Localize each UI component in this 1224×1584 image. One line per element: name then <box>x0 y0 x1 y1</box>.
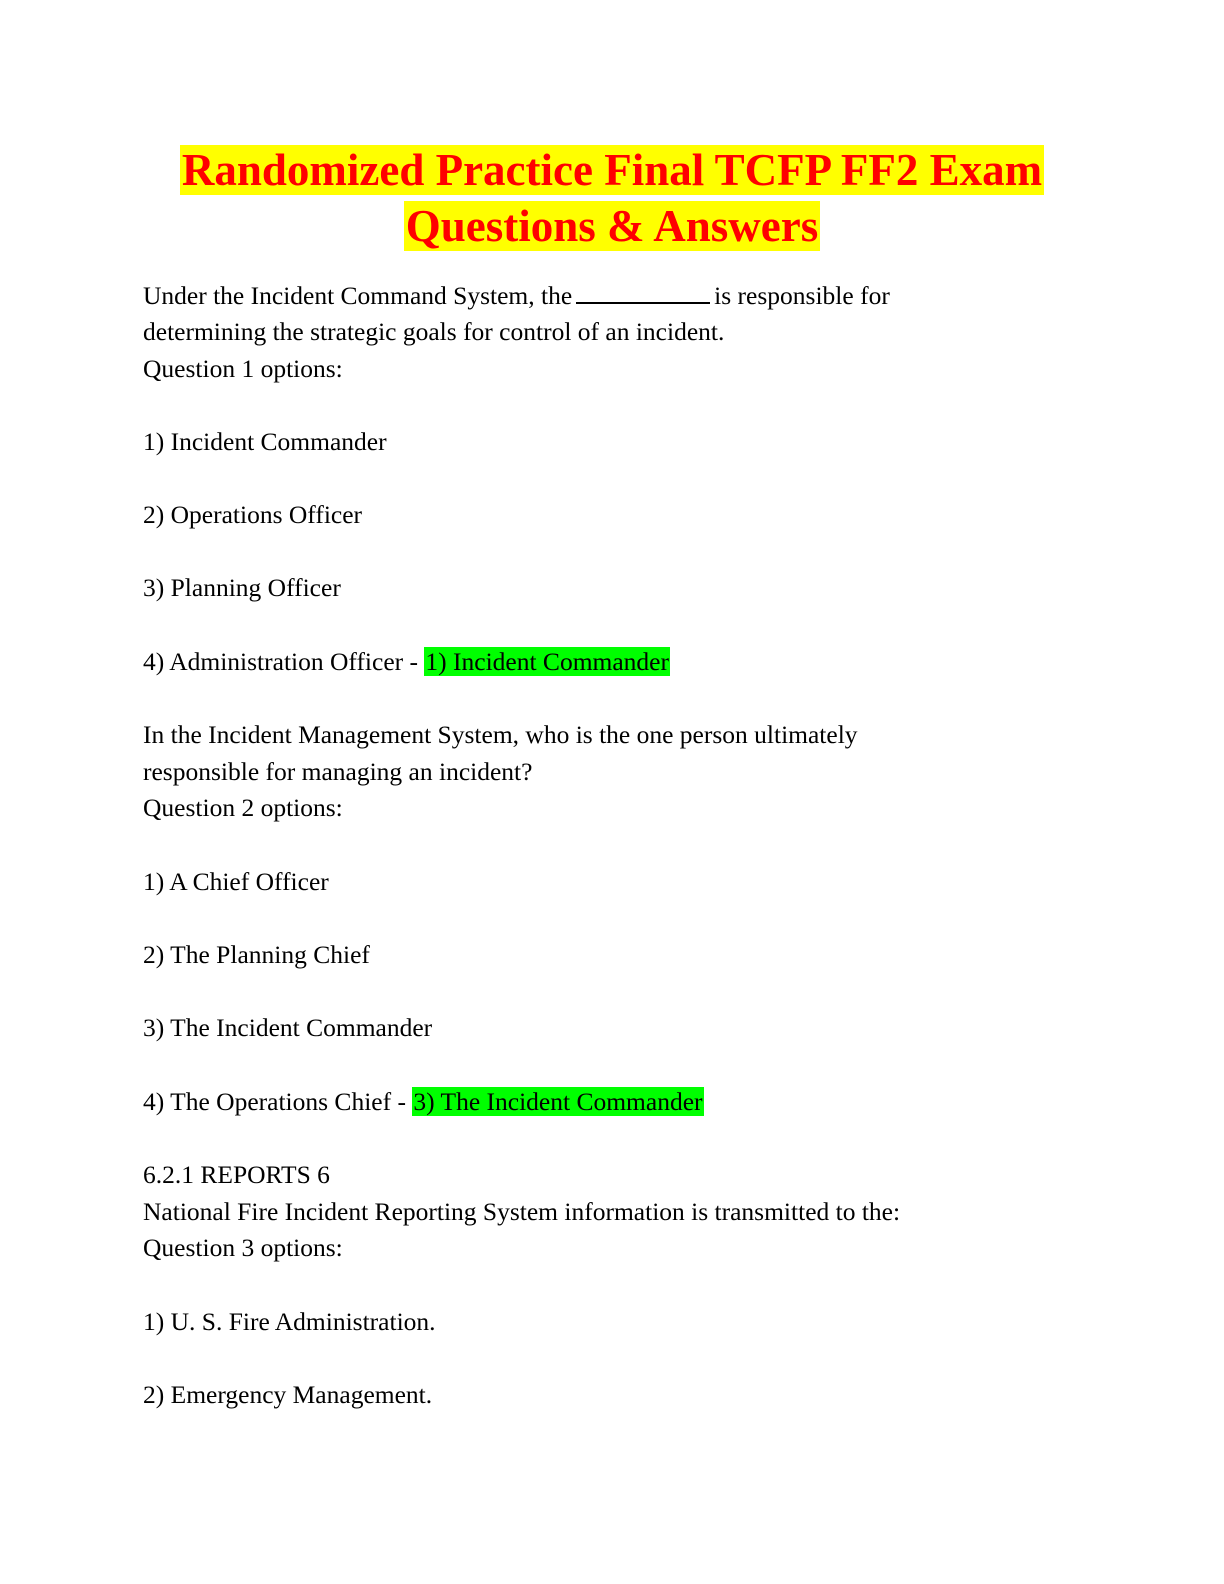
q3-option-1: 1) U. S. Fire Administration. <box>143 1307 436 1336</box>
q1-answer-highlight: 1) Incident Commander <box>425 647 669 676</box>
q1-text-before-blank: Under the Incident Command System, the <box>143 281 573 310</box>
q2-option-2: 2) The Planning Chief <box>143 940 370 969</box>
q1-option-2: 2) Operations Officer <box>143 500 363 529</box>
q2-option-4: 4) The Operations Chief - <box>143 1087 413 1116</box>
q2-option-4-row <box>143 1084 704 1120</box>
q2-option-1: 1) A Chief Officer <box>143 867 329 896</box>
q1-text-after-blank: is responsible for <box>714 281 890 310</box>
q1-options-label: Question 1 options: <box>143 354 343 383</box>
q3-options-label: Question 3 options: <box>143 1233 343 1262</box>
q3-section-heading: 6.2.1 REPORTS 6 <box>143 1160 330 1189</box>
title-line-1: Randomized Practice Final TCFP FF2 Exam <box>181 145 1043 195</box>
q2-options-label: Question 2 options: <box>143 793 343 822</box>
q1-fill-in-blank <box>576 284 710 304</box>
q1-option-4-row <box>143 644 670 680</box>
q1-text-line-1 <box>143 278 890 314</box>
title-line-2: Questions & Answers <box>405 201 819 251</box>
q3-option-2: 2) Emergency Management. <box>143 1380 433 1409</box>
q1-option-4: 4) Administration Officer - <box>143 647 425 676</box>
q2-text-line-2: responsible for managing an incident? <box>143 757 533 786</box>
q3-text-line-1: National Fire Incident Reporting System information is transmitted to the: <box>143 1197 901 1226</box>
q1-text-line-2: determining the strategic goals for control of an incident. <box>143 317 725 346</box>
q2-answer-highlight: 3) The Incident Commander <box>413 1087 703 1116</box>
q2-option-3: 3) The Incident Commander <box>143 1013 433 1042</box>
q2-text-line-1: In the Incident Management System, who is the one person ultimately <box>143 720 858 749</box>
q1-option-1: 1) Incident Commander <box>143 427 387 456</box>
document-title <box>100 142 1124 254</box>
q1-option-3: 3) Planning Officer <box>143 573 341 602</box>
